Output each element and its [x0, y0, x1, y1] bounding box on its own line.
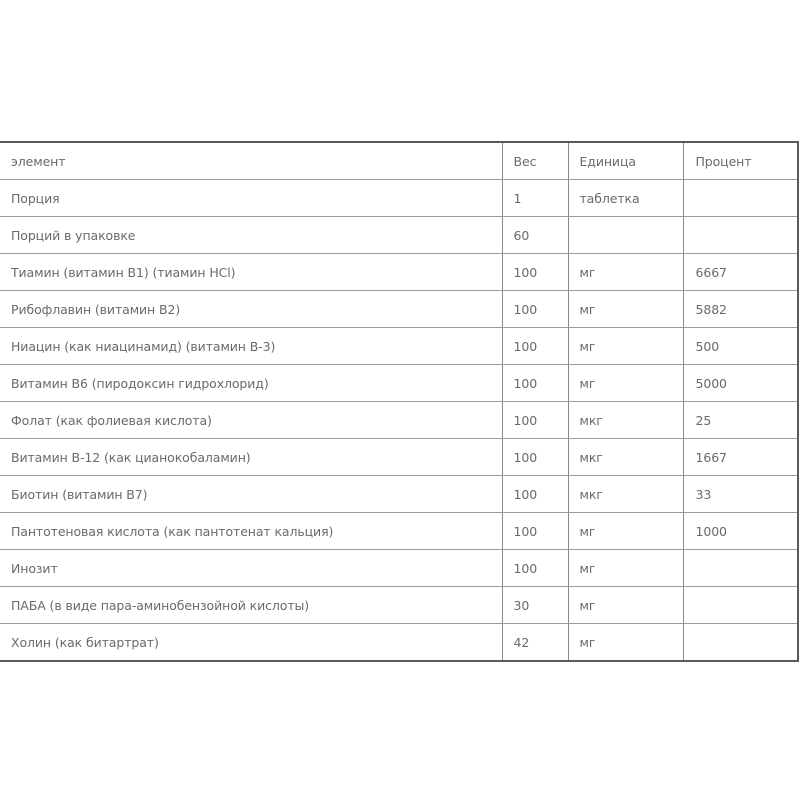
header-unit: Единица: [568, 142, 683, 180]
table-row: [0, 328, 798, 365]
cell-percent: 1000: [683, 513, 798, 550]
cell-percent: [683, 624, 798, 662]
table-row: [0, 180, 798, 217]
cell-weight: 100: [502, 365, 568, 402]
cell-element: Холин (как битартрат): [0, 624, 502, 662]
table-body: [0, 142, 798, 661]
cell-unit: мг: [568, 513, 683, 550]
cell-weight: 100: [502, 476, 568, 513]
cell-percent: [683, 180, 798, 217]
cell-weight: 100: [502, 291, 568, 328]
cell-weight: 30: [502, 587, 568, 624]
cell-weight: 60: [502, 217, 568, 254]
cell-percent: 5000: [683, 365, 798, 402]
cell-element: Витамин B6 (пиродоксин гидрохлорид): [0, 365, 502, 402]
cell-element: Витамин B-12 (как цианокобаламин): [0, 439, 502, 476]
cell-unit: мг: [568, 365, 683, 402]
table-header-row: [0, 142, 798, 180]
cell-unit: мг: [568, 328, 683, 365]
cell-weight: 100: [502, 513, 568, 550]
cell-weight: 1: [502, 180, 568, 217]
table-row: [0, 365, 798, 402]
cell-weight: 100: [502, 550, 568, 587]
cell-element: ПАБА (в виде пара-аминобензойной кислоты): [0, 587, 502, 624]
cell-unit: [568, 217, 683, 254]
table-row: [0, 254, 798, 291]
cell-percent: 5882: [683, 291, 798, 328]
cell-element: Рибофлавин (витамин B2): [0, 291, 502, 328]
table-row: [0, 513, 798, 550]
table-row: [0, 217, 798, 254]
cell-unit: мкг: [568, 439, 683, 476]
header-element: элемент: [0, 142, 502, 180]
cell-weight: 100: [502, 402, 568, 439]
cell-percent: 500: [683, 328, 798, 365]
cell-weight: 42: [502, 624, 568, 662]
cell-element: Порций в упаковке: [0, 217, 502, 254]
cell-percent: [683, 217, 798, 254]
cell-weight: 100: [502, 254, 568, 291]
cell-percent: 6667: [683, 254, 798, 291]
cell-percent: [683, 550, 798, 587]
cell-percent: [683, 587, 798, 624]
cell-element: Инозит: [0, 550, 502, 587]
table-row: [0, 439, 798, 476]
cell-element: Биотин (витамин B7): [0, 476, 502, 513]
header-percent: Процент: [683, 142, 798, 180]
cell-percent: 33: [683, 476, 798, 513]
cell-unit: мг: [568, 550, 683, 587]
cell-unit: мкг: [568, 476, 683, 513]
table-row: [0, 587, 798, 624]
header-weight: Вес: [502, 142, 568, 180]
cell-unit: мг: [568, 291, 683, 328]
cell-element: Фолат (как фолиевая кислота): [0, 402, 502, 439]
cell-element: Порция: [0, 180, 502, 217]
cell-element: Тиамин (витамин B1) (тиамин HCl): [0, 254, 502, 291]
cell-unit: мг: [568, 587, 683, 624]
cell-weight: 100: [502, 439, 568, 476]
nutrition-table: [0, 141, 799, 662]
table-row: [0, 624, 798, 662]
table-row: [0, 402, 798, 439]
table-row: [0, 476, 798, 513]
cell-unit: мг: [568, 624, 683, 662]
cell-unit: таблетка: [568, 180, 683, 217]
table-row: [0, 550, 798, 587]
cell-percent: 25: [683, 402, 798, 439]
cell-unit: мг: [568, 254, 683, 291]
cell-weight: 100: [502, 328, 568, 365]
table-row: [0, 291, 798, 328]
cell-element: Ниацин (как ниацинамид) (витамин B-3): [0, 328, 502, 365]
cell-element: Пантотеновая кислота (как пантотенат кальция): [0, 513, 502, 550]
cell-unit: мкг: [568, 402, 683, 439]
cell-percent: 1667: [683, 439, 798, 476]
